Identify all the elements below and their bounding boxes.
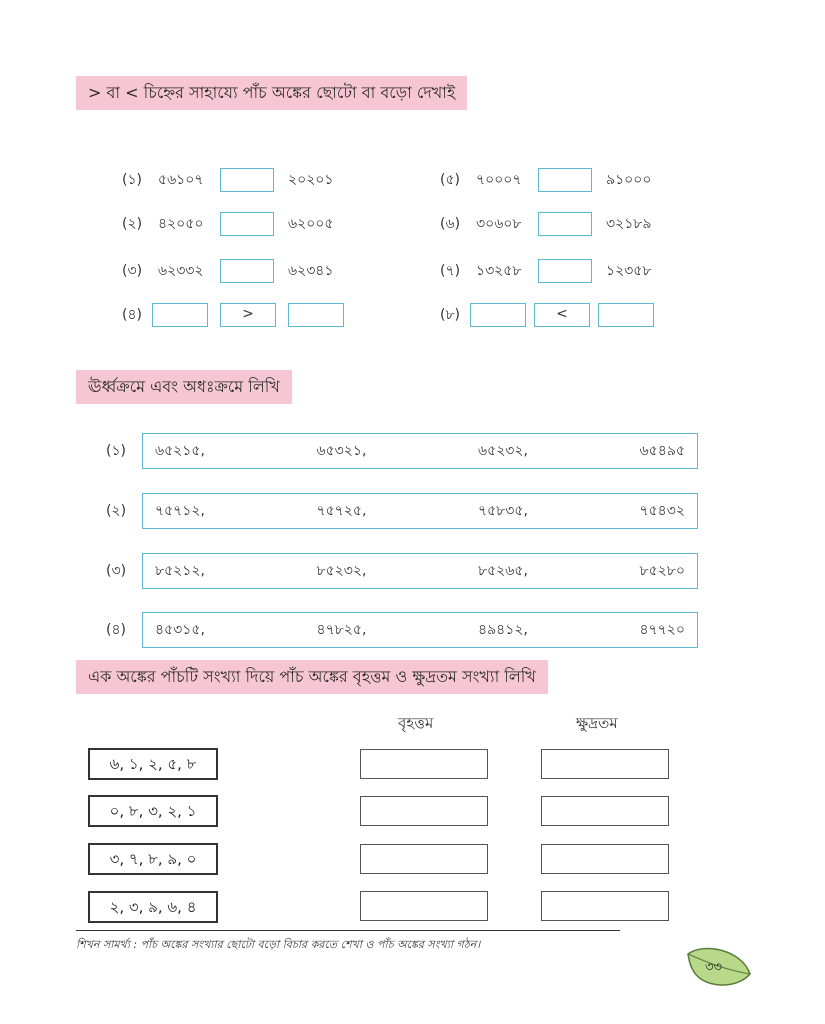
row-label: (৩) — [106, 563, 127, 579]
column-header-largest: বৃহত্তম — [398, 714, 434, 732]
number-input-box[interactable] — [470, 303, 526, 327]
number-value: ৬৫৪৯৫ — [639, 443, 685, 459]
sign-input-box[interactable] — [538, 259, 592, 283]
order-row — [106, 612, 698, 648]
digits-box: ৬, ১, ২, ৫, ৮ — [88, 748, 218, 780]
compare-item — [122, 259, 333, 283]
number-value: ৪৯৪১২, — [477, 622, 528, 638]
smallest-answer-box[interactable] — [541, 891, 669, 921]
item-label: (৪) — [122, 307, 143, 323]
number-value: ৮৫২৬৫, — [478, 563, 528, 579]
number-value: ৪৭৭২০ — [639, 622, 685, 638]
column-header-smallest: ক্ষুদ্রতম — [576, 714, 618, 732]
smallest-answer-box[interactable] — [541, 844, 669, 874]
sign-input-box[interactable] — [220, 259, 274, 283]
compare-item — [440, 168, 651, 192]
number-input-box[interactable] — [598, 303, 654, 327]
largest-answer-box[interactable] — [360, 749, 488, 779]
right-number: ৬২৩৪১ — [288, 263, 334, 279]
item-label: (৩) — [122, 263, 143, 279]
largest-answer-box[interactable] — [360, 891, 488, 921]
number-value: ৭৫৮৩৫, — [478, 503, 528, 519]
largest-answer-box[interactable] — [360, 796, 488, 826]
number-list-box — [142, 612, 698, 648]
digits-box: ২, ৩, ৯, ৬, ৪ — [88, 891, 218, 923]
number-value: ৬৫২১৫, — [155, 443, 205, 459]
sign-box: < — [534, 303, 590, 327]
left-number: ৬২৩৩২ — [158, 263, 204, 279]
item-label: (৫) — [440, 172, 461, 188]
number-value: ৬৫২৩২, — [478, 443, 528, 459]
number-value: ৬৫৩২১, — [316, 443, 367, 459]
number-value: ৭৫৭১২, — [155, 503, 205, 519]
compare-item — [122, 212, 334, 236]
sign-input-box[interactable] — [220, 168, 274, 192]
smallest-answer-box[interactable] — [541, 796, 669, 826]
item-label: (৭) — [440, 263, 461, 279]
section3-heading: এক অঙ্কের পাঁচটি সংখ্যা দিয়ে পাঁচ অঙ্কের বৃহত্তম ও ক্ষুদ্রতম সংখ্যা লিখি — [76, 660, 548, 694]
compare-item — [122, 168, 334, 192]
right-number: ৯১০০০ — [606, 172, 652, 188]
blank-compare-item — [122, 303, 344, 327]
left-number: ৭০০০৭ — [476, 172, 522, 188]
number-value: ৮৫২৮০ — [639, 563, 685, 579]
number-value: ৪৭৮২৫, — [316, 622, 367, 638]
learning-outcome-text: শিখন সামর্থ্য : পাঁচ অঙ্কের সংখ্যার ছোটো বড়ো বিচার করতে শেখা ও পাঁচ অঙ্কের সংখ্যা গঠন। — [76, 938, 481, 951]
left-number: ৪২০৫০ — [158, 216, 204, 232]
left-number: ৫৬১০৭ — [158, 172, 204, 188]
digits-box: ০, ৮, ৩, ২, ১ — [88, 795, 218, 827]
section1-heading: > বা < চিহ্নের সাহায্যে পাঁচ অঙ্কের ছোটো বা বড়ো দেখাই — [76, 76, 467, 110]
number-value: ৭৫৪৩২ — [639, 503, 685, 519]
number-list-box — [142, 493, 698, 529]
number-input-box[interactable] — [288, 303, 344, 327]
left-number: ১৩২৫৮ — [476, 263, 522, 279]
sign-box: > — [220, 303, 276, 327]
compare-item — [440, 259, 651, 283]
item-label: (২) — [122, 216, 143, 232]
sign-input-box[interactable] — [538, 168, 592, 192]
row-label: (৪) — [106, 622, 127, 638]
left-number: ৩০৬০৮ — [476, 216, 522, 232]
right-number: ৬২০০৫ — [288, 216, 334, 232]
order-row — [106, 433, 698, 469]
number-list-box — [142, 433, 698, 469]
order-row — [106, 493, 698, 529]
row-label: (২) — [106, 503, 127, 519]
number-list-box — [142, 553, 698, 589]
section2-heading: ঊর্ধ্বক্রমে এবং অধঃক্রমে লিখি — [76, 370, 292, 404]
order-row — [106, 553, 698, 589]
item-label: (১) — [122, 172, 143, 188]
number-input-box[interactable] — [152, 303, 208, 327]
page-number: ৩৩ — [705, 960, 722, 975]
number-value: ৪৫৩১৫, — [155, 622, 205, 638]
number-value: ৭৫৭২৫, — [316, 503, 367, 519]
number-value: ৮৫২১২, — [155, 563, 205, 579]
right-number: ২০২০১ — [288, 172, 334, 188]
digits-box: ৩, ৭, ৮, ৯, ০ — [88, 843, 218, 875]
number-value: ৮৫২৩২, — [316, 563, 367, 579]
blank-compare-item — [440, 303, 654, 327]
item-label: (৮) — [440, 307, 461, 323]
footer-divider — [76, 930, 620, 931]
compare-item — [440, 212, 651, 236]
right-number: ৩২১৮৯ — [606, 216, 652, 232]
row-label: (১) — [106, 443, 127, 459]
smallest-answer-box[interactable] — [541, 749, 669, 779]
sign-input-box[interactable] — [220, 212, 274, 236]
item-label: (৬) — [440, 216, 461, 232]
right-number: ১২৩৫৮ — [606, 263, 652, 279]
largest-answer-box[interactable] — [360, 844, 488, 874]
sign-input-box[interactable] — [538, 212, 592, 236]
